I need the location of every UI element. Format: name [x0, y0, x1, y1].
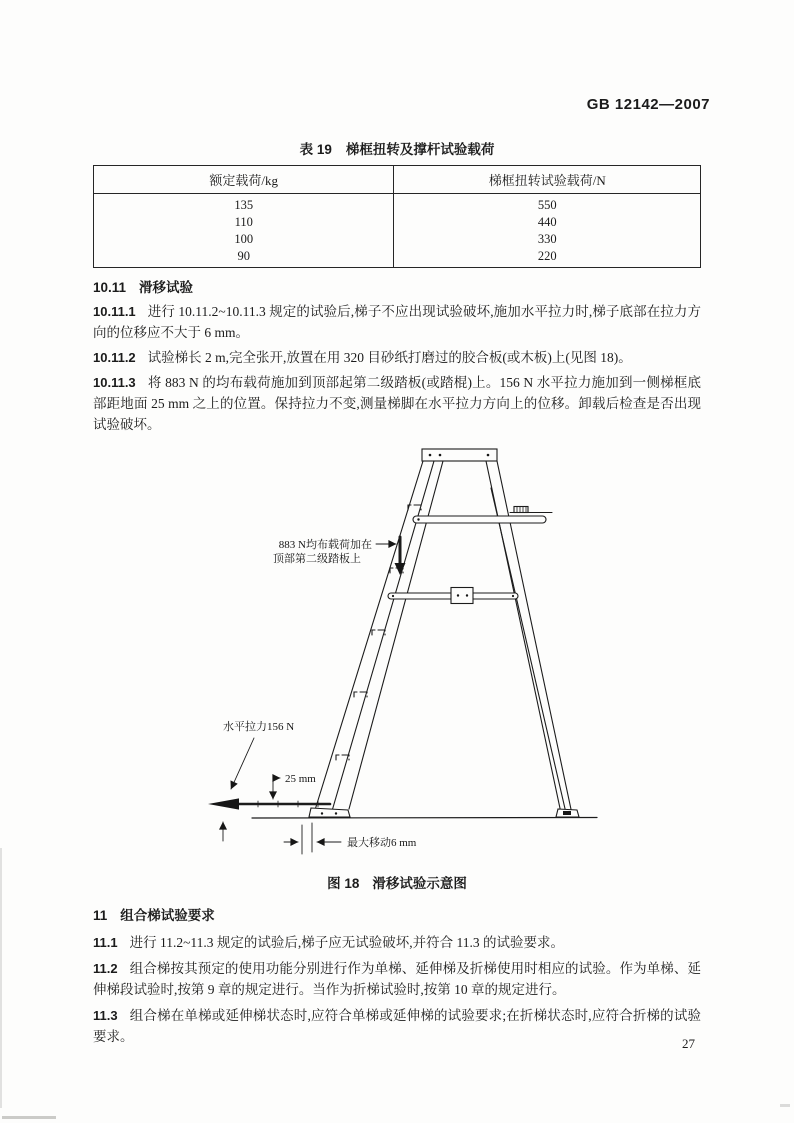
clause-number: 10.11.1	[93, 304, 136, 319]
front-rail-far	[349, 461, 443, 809]
clause-text: 进行 11.2~11.3 规定的试验后,梯子应无试验破坏,并符合 11.3 的试验要求。	[129, 935, 565, 950]
figure-18-caption	[93, 872, 701, 892]
slip-test-diagram	[180, 442, 620, 855]
scan-artifact	[780, 1104, 790, 1107]
dimension-25mm-label: 25 mm	[285, 773, 316, 785]
table-header-row	[94, 166, 701, 194]
section-heading-10-11	[93, 278, 701, 297]
scan-artifact	[0, 848, 2, 1108]
table-19-name: 梯框扭转及撑杆试验载荷	[345, 142, 495, 157]
clause-11-3	[93, 1005, 701, 1047]
section-heading-11	[93, 906, 701, 925]
cell-rated-load: 100	[234, 231, 254, 246]
clause-10-11-1	[93, 301, 701, 343]
ladder-drawing	[309, 449, 579, 817]
load-label-line2: 顶部第二级踏板上	[273, 553, 361, 565]
rivet	[429, 454, 432, 457]
clause-11-1	[93, 932, 701, 953]
figure-18	[93, 442, 701, 855]
front-foot	[309, 808, 350, 817]
clause-text: 组合梯在单梯或延伸梯状态时,应符合单梯或延伸梯的试验要求;在折梯状态时,应符合折梯的试验要求。	[93, 1008, 701, 1044]
cell-rated-load: 135	[234, 197, 254, 212]
clause-number: 10.11.3	[93, 375, 136, 390]
dimension-6mm-label: 最大移动6 mm	[347, 837, 417, 849]
load-annotation	[273, 537, 396, 565]
table-row	[94, 230, 701, 247]
dimension-6mm	[284, 823, 417, 854]
cell-rated-load: 110	[234, 214, 253, 229]
table-19-label: 表 19	[299, 142, 332, 157]
clause-number: 10.11.2	[93, 350, 136, 365]
section-number: 10.11	[93, 280, 127, 295]
pull-label: 水平拉力156 N	[223, 721, 295, 733]
top-step-bar	[413, 507, 552, 524]
top-cap	[422, 449, 497, 461]
table-19-title	[93, 138, 701, 158]
scan-artifact	[2, 1116, 56, 1119]
table-row	[94, 247, 701, 268]
section-number: 11	[93, 908, 108, 923]
clause-number: 11.1	[93, 935, 118, 950]
rear-rail-far	[491, 488, 566, 813]
clause-number: 11.2	[93, 961, 118, 976]
spreader-bar	[388, 588, 518, 604]
front-rail-outer	[315, 461, 423, 810]
table-19	[93, 165, 701, 268]
section-title: 组合梯试验要求	[120, 908, 215, 923]
rear-rail-outer	[497, 461, 572, 814]
clause-10-11-3	[93, 372, 701, 435]
rivet	[439, 454, 442, 457]
front-rail-inner	[332, 461, 434, 811]
clause-10-11-2	[93, 347, 701, 368]
ground-line	[252, 818, 597, 819]
cell-test-load: 220	[394, 247, 701, 268]
standard-number: GB 12142—2007	[586, 96, 710, 113]
rivet	[335, 812, 337, 814]
cell-rated-load: 90	[237, 248, 250, 263]
rivet	[321, 812, 323, 814]
cell-test-load: 330	[394, 230, 701, 247]
clause-number: 11.3	[93, 1008, 118, 1023]
clause-11-2	[93, 958, 701, 1000]
load-label-line1: 883 N均布载荷加在	[278, 539, 372, 551]
pull-annotation	[223, 719, 294, 789]
figure-caption-text: 滑移试验示意图	[372, 876, 467, 891]
cell-test-load: 550	[394, 194, 701, 214]
cell-test-load: 440	[394, 213, 701, 230]
column-header-rated-load: 额定载荷/kg	[94, 166, 394, 194]
rivet	[487, 454, 490, 457]
section-title: 滑移试验	[139, 280, 194, 295]
clause-text: 试验梯长 2 m,完全张开,放置在用 320 目砂纸打磨过的胶合板(或木板)上(见图 18)。	[147, 350, 632, 365]
column-header-test-load: 梯框扭转试验载荷/N	[394, 166, 701, 194]
clause-text: 进行 10.11.2~10.11.3 规定的试验后,梯子不应出现试验破坏,施加水平拉力时,梯子底部在拉力方向的位移应不大于 6 mm。	[93, 304, 701, 340]
clause-text: 将 883 N 的均布载荷施加到顶部起第二级踏板(或踏棍)上。156 N 水平拉力施加到一侧梯框底部距地面 25 mm 之上的位置。保持拉力不变,测量梯脚在水平拉力方向上的位移。卸载后检查是否出现试验破坏。	[93, 375, 701, 432]
table-row	[94, 194, 701, 214]
page-number: 27	[682, 1036, 695, 1051]
page-content	[93, 138, 701, 1047]
load-arrow	[395, 537, 406, 575]
figure-label: 图 18	[327, 876, 360, 891]
table-row	[94, 213, 701, 230]
rear-foot-pad	[563, 811, 571, 815]
clause-text: 组合梯按其预定的使用功能分别进行作为单梯、延伸梯及折梯使用时相应的试验。作为单梯、延伸梯段试验时,按第 9 章的规定进行。当作为折梯试验时,按第 10 章的规定进行。	[93, 961, 701, 997]
